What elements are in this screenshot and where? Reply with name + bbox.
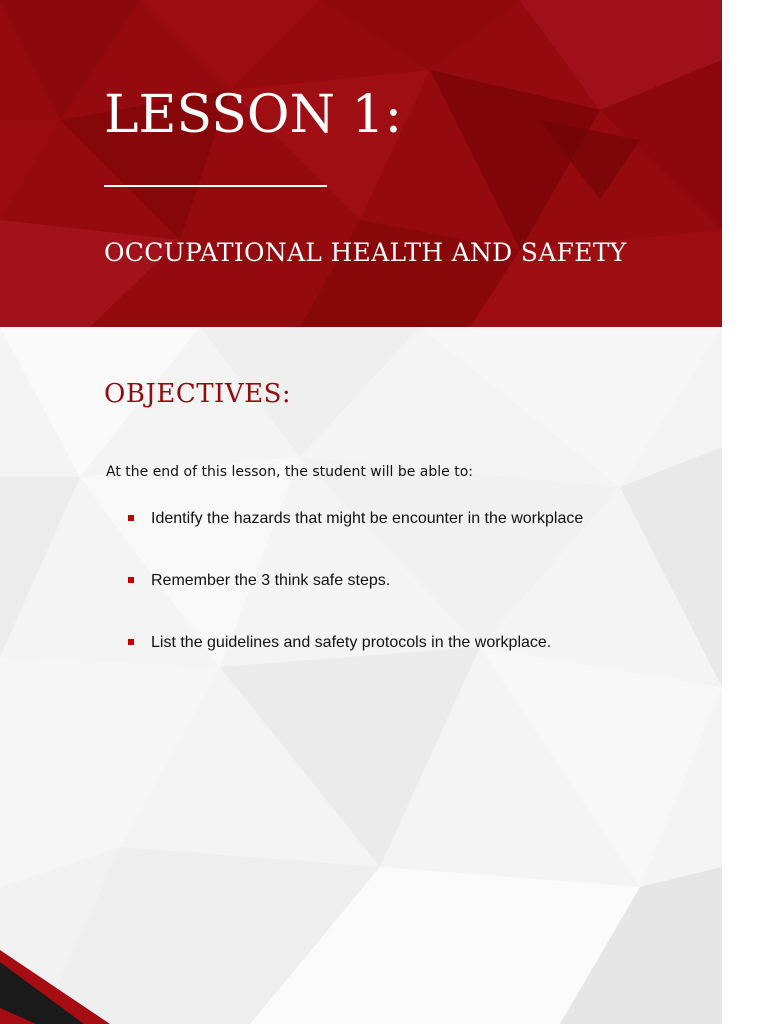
list-item — [128, 508, 708, 570]
page-subtitle: OCCUPATIONAL HEALTH AND SAFETY — [104, 238, 627, 267]
objective-text: Identify the hazards that might be encounter in the workplace — [151, 510, 584, 527]
objectives-list — [128, 508, 708, 694]
objective-text: Remember the 3 think safe steps. — [151, 572, 391, 589]
list-item — [128, 632, 708, 694]
page-title: LESSON 1: — [104, 85, 403, 145]
objectives-heading: OBJECTIVES: — [104, 379, 292, 409]
square-bullet-icon — [128, 515, 134, 521]
list-item — [128, 570, 708, 632]
objectives-intro: At the end of this lesson, the student will be able to: — [106, 464, 473, 480]
objective-text: List the guidelines and safety protocols in the workplace. — [151, 634, 552, 651]
square-bullet-icon — [128, 639, 134, 645]
square-bullet-icon — [128, 577, 134, 583]
